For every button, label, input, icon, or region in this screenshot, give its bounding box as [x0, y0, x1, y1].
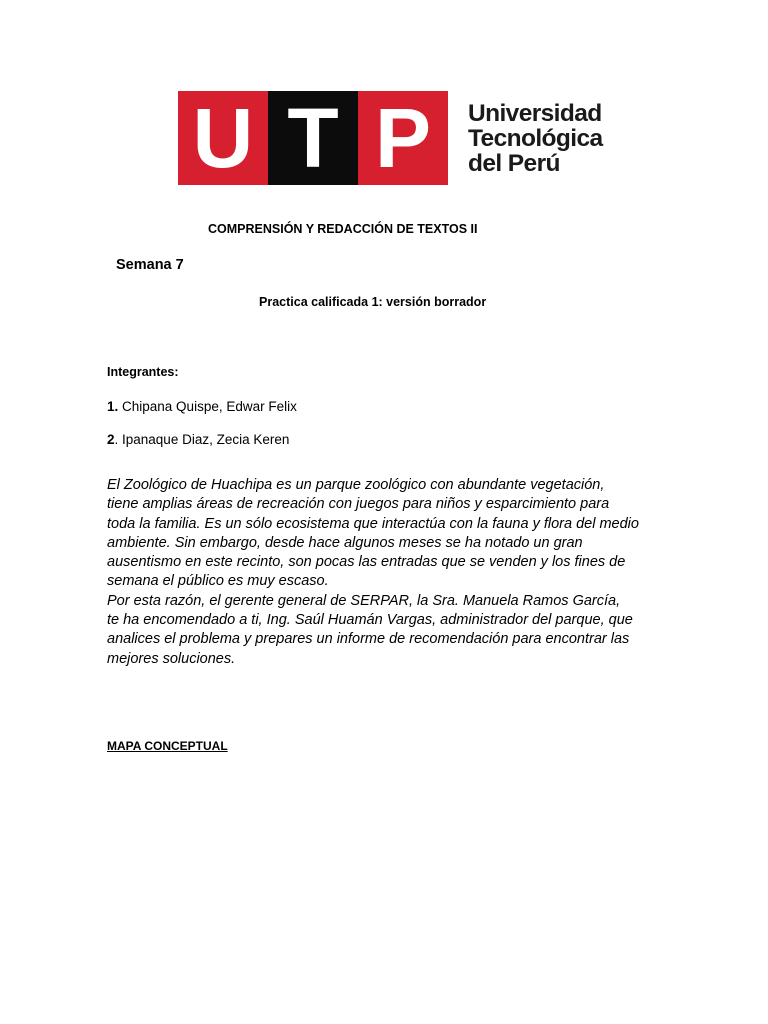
week-label: Semana 7: [116, 257, 184, 273]
university-name-line: del Perú: [468, 150, 560, 177]
case-line: Por esta razón, el gerente general de SERPAR, la Sra. Manuela Ramos García,: [107, 592, 621, 609]
case-line: ambiente. Sin embargo, desde hace algunos meses se ha notado un gran: [107, 534, 583, 551]
concept-map-heading: MAPA CONCEPTUAL: [107, 739, 228, 753]
assignment-subtitle: Practica calificada 1: versión borrador: [259, 295, 487, 309]
case-line: analices el problema y prepares un informe de recomendación para encontrar las: [107, 631, 630, 648]
utp-logo-mark: [178, 91, 448, 185]
case-line: El Zoológico de Huachipa es un parque zoológico con abundante vegetación,: [107, 477, 605, 493]
case-line: toda la familia. Es un sólo ecosistema que interactúa con la fauna y flora del medio: [107, 515, 639, 532]
members-heading: Integrantes:: [107, 365, 179, 379]
case-line: semana el público es muy escaso.: [107, 573, 329, 590]
member-name: . Ipanaque Diaz, Zecia Keren: [114, 432, 290, 447]
case-line: mejores soluciones.: [107, 650, 236, 667]
case-description: [107, 476, 687, 669]
case-line: tiene amplias áreas de recreación con juegos para niños y esparcimiento para: [107, 496, 610, 513]
logo-letter-t: T: [268, 91, 358, 185]
member-number: 2: [107, 432, 115, 447]
course-title: COMPRENSIÓN Y REDACCIÓN DE TEXTOS II: [208, 222, 478, 236]
university-name: [468, 101, 603, 176]
member-name: Chipana Quispe, Edwar Felix: [118, 399, 297, 414]
case-line: ausentismo en este recinto, son pocas las entradas que se venden y los fines de: [107, 554, 626, 571]
university-name-line: Tecnológica: [468, 125, 603, 152]
member-item: [107, 399, 297, 414]
member-item: [107, 432, 289, 447]
university-name-line: Universidad: [468, 100, 602, 127]
case-line: te ha encomendado a ti, Ing. Saúl Huamán Vargas, administrador del parque, que: [107, 612, 633, 629]
logo-letter-p: P: [358, 91, 448, 185]
logo-letter-u: U: [178, 91, 268, 185]
member-number: 1.: [107, 399, 119, 414]
